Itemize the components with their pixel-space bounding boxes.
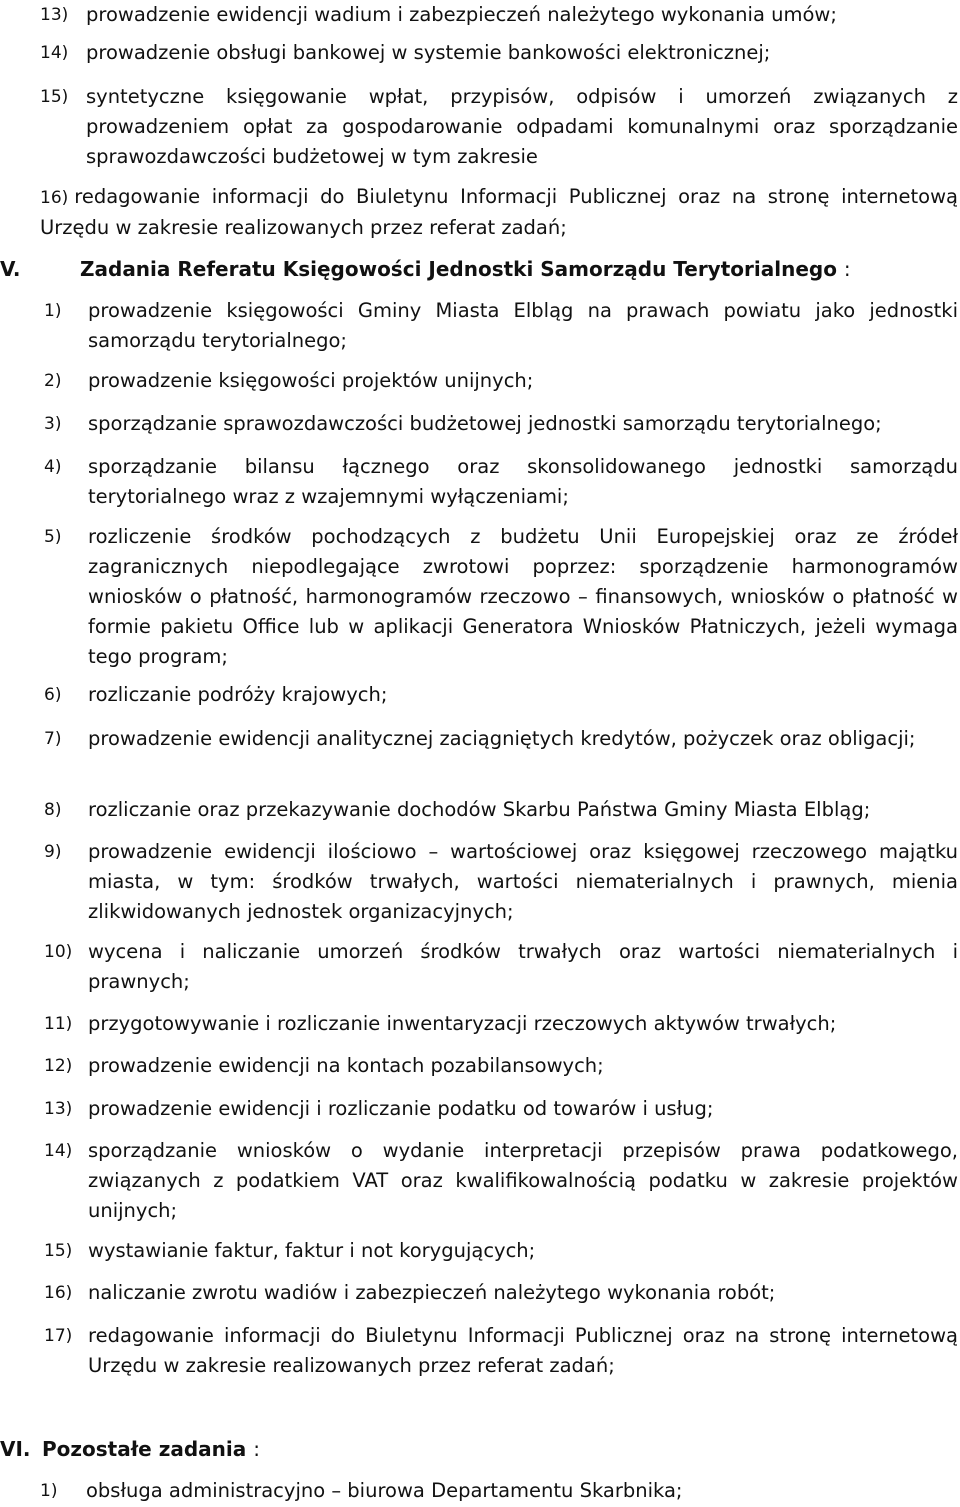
item-text: prowadzenie ewidencji i rozliczanie podatku od towarów i usług; (88, 1097, 714, 1120)
item-number: 13) (44, 1099, 73, 1119)
item-text: redagowanie informacji do Biuletynu Informacji Publicznej oraz na stronę internetową Urzędu w zakresie realizowanych przez referat zadań; (40, 185, 958, 239)
item-text: obsługa administracyjno – biurowa Departamentu Skarbnika; (86, 1479, 683, 1502)
item-text: prowadzenie księgowości projektów unijnych; (88, 369, 534, 392)
item-number: 6) (44, 685, 62, 705)
item-number: 13) (40, 5, 69, 25)
item-number: 15) (44, 1241, 73, 1261)
item-text: prowadzenie ewidencji na kontach pozabilansowych; (88, 1054, 604, 1077)
item-number: 16) (40, 188, 69, 208)
section-title: Pozostałe zadania : (42, 1437, 260, 1461)
item-number: 1) (40, 1481, 58, 1501)
item-text: redagowanie informacji do Biuletynu Informacji Publicznej oraz na stronę internetową Urzędu w zakresie realizowanych przez referat zadań; (88, 1324, 958, 1377)
item-number: 5) (44, 527, 62, 547)
item-number: 2) (44, 371, 62, 391)
item-text: przygotowywanie i rozliczanie inwentaryzacji rzeczowych aktywów trwałych; (88, 1012, 837, 1035)
item-number: 17) (44, 1326, 73, 1346)
item-number: 1) (44, 301, 62, 321)
item-text: prowadzenie ewidencji analitycznej zaciągniętych kredytów, pożyczek oraz obligacji; (88, 727, 916, 750)
item-number: 14) (44, 1141, 73, 1161)
item-text: wystawianie faktur, faktur i not korygujących; (88, 1239, 536, 1262)
item-number: 4) (44, 457, 62, 477)
item-number: 8) (44, 800, 62, 820)
item-text: prowadzenie obsługi bankowej w systemie bankowości elektronicznej; (86, 41, 771, 64)
item-text: sporządzanie bilansu łącznego oraz skonsolidowanego jednostki samorządu terytorialnego wraz z wzajemnymi wyłączeniami; (88, 455, 958, 508)
item-text: naliczanie zwrotu wadiów i zabezpieczeń należytego wykonania robót; (88, 1281, 776, 1304)
item-number: 12) (44, 1056, 73, 1076)
item-text-with-number (40, 182, 958, 243)
item-text: rozliczanie podróży krajowych; (88, 683, 388, 706)
item-number: 14) (40, 43, 69, 63)
item-text: rozliczenie środków pochodzących z budżetu Unii Europejskiej oraz ze źródeł zagranicznych niepodlegające zwrotowi poprzez: sporządzenie harmonogramów wniosków o płatność, harmonogramów rzeczowo – finansowych, wniosków o płatność w formie pakietu Office lub w aplikacji Generatora Wniosków Płatniczych, jeżeli wymaga tego program; (88, 525, 958, 668)
item-text: syntetyczne księgowanie wpłat, przypisów, odpisów i umorzeń związanych z prowadzeniem opłat za gospodarowanie odpadami komunalnymi oraz sporządzanie sprawozdawczości budżetowej w tym zakresie (86, 85, 958, 168)
item-text: prowadzenie ewidencji wadium i zabezpieczeń należytego wykonania umów; (86, 3, 837, 26)
section-numeral: VI. (0, 1437, 31, 1461)
item-text: rozliczanie oraz przekazywanie dochodów Skarbu Państwa Gminy Miasta Elbląg; (88, 798, 871, 821)
item-number: 11) (44, 1014, 73, 1034)
item-text: prowadzenie ewidencji ilościowo – wartościowej oraz księgowej rzeczowego majątku miasta, w tym: środków trwałych, wartości niematerialnych i prawnych, mienia zlikwidowanych jednostek organizacyjnych; (88, 840, 958, 923)
item-text: sporządzanie wniosków o wydanie interpretacji przepisów prawa podatkowego, związanych z podatkiem VAT oraz kwalifikowalnością podatku w zakresie projektów unijnych; (88, 1139, 958, 1222)
item-number: 7) (44, 729, 62, 749)
item-number: 9) (44, 842, 62, 862)
section-numeral: V. (0, 257, 21, 281)
item-text: wycena i naliczanie umorzeń środków trwałych oraz wartości niematerialnych i prawnych; (88, 940, 958, 993)
item-number: 16) (44, 1283, 73, 1303)
item-number: 10) (44, 942, 73, 962)
item-number: 15) (40, 87, 69, 107)
item-text: sporządzanie sprawozdawczości budżetowej jednostki samorządu terytorialnego; (88, 412, 882, 435)
item-text: prowadzenie księgowości Gminy Miasta Elbląg na prawach powiatu jako jednostki samorządu terytorialnego; (88, 299, 958, 352)
section-title: Zadania Referatu Księgowości Jednostki Samorządu Terytorialnego : (80, 257, 851, 281)
item-number: 3) (44, 414, 62, 434)
